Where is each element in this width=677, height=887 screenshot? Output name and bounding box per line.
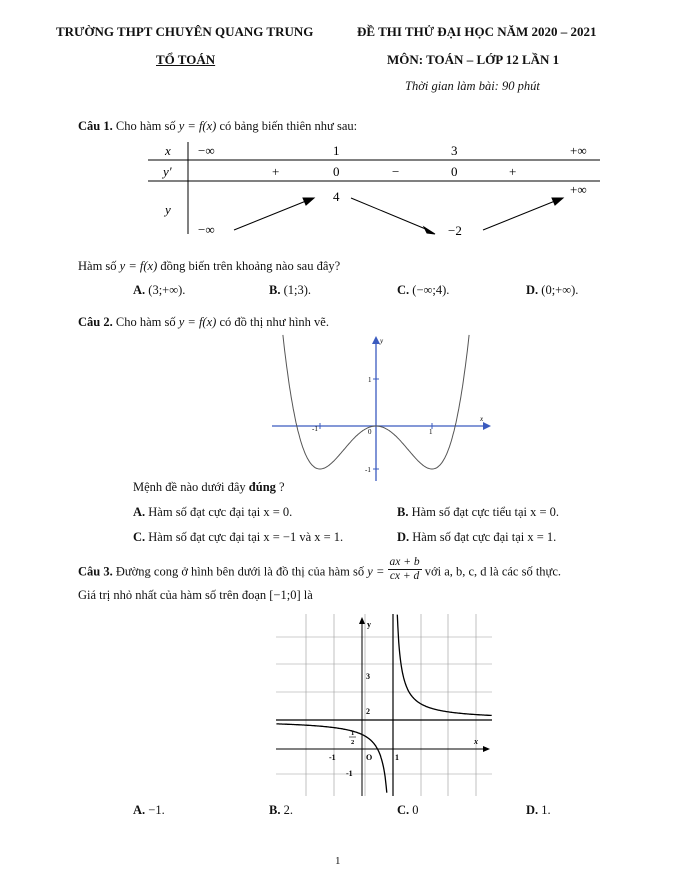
table-sign: − — [392, 164, 400, 179]
q3-option-d[interactable]: D. 1. — [526, 803, 551, 817]
exam-title: ĐỀ THI THỬ ĐẠI HỌC NĂM 2020 – 2021 — [357, 24, 597, 39]
q2-option-a[interactable]: A. Hàm số đạt cực đại tại x = 0. — [133, 505, 293, 519]
table-x-val: 1 — [333, 143, 340, 158]
q1-option-d[interactable]: D. (0;+∞). — [526, 283, 579, 297]
q2-question: Mệnh đề nào dưới đây đúng ? — [133, 480, 285, 494]
q2-tick: 1 — [429, 428, 433, 436]
q3-line2: Giá trị nhỏ nhất của hàm số trên đoạn [−1;0] là — [78, 588, 313, 602]
q1-question: Hàm số y = f(x) đồng biến trên khoảng nào sau đây? — [78, 259, 341, 273]
table-x-label: x — [165, 143, 171, 158]
q2-tick: -1 — [365, 466, 371, 474]
variation-table — [148, 138, 610, 248]
q3-option-c[interactable]: C. 0 — [397, 803, 419, 817]
q3-tick: 2 — [366, 707, 370, 716]
q2-y-label: y — [380, 337, 384, 345]
q3-tick: -1 — [346, 769, 353, 778]
q2-stem: Câu 2. Cho hàm số y = f(x) có đồ thị như hình vẽ. — [78, 315, 329, 329]
table-x-val: +∞ — [570, 143, 587, 158]
q1-option-c[interactable]: C. (−∞;4). — [397, 283, 450, 297]
q3-y-label: y — [367, 620, 371, 629]
q3-tick: -1 — [329, 753, 336, 762]
q1-option-a[interactable]: A. (3;+∞). — [133, 283, 186, 297]
q3-fraction: $\frac{ax + b}{cx + d}$ — [389, 556, 420, 582]
table-yprime-label: y′ — [163, 164, 172, 179]
table-y-val: +∞ — [570, 182, 587, 197]
q2-option-c[interactable]: C. Hàm số đạt cực đại tại x = −1 và x = 1. — [133, 530, 344, 544]
q3-tick: 1 — [395, 753, 399, 762]
q1-stem: Câu 1. Cho hàm số y = f(x) có bảng biến thiên như sau: — [78, 119, 358, 133]
table-y-label: y — [165, 202, 171, 217]
table-y-val: −∞ — [198, 222, 215, 237]
table-sign: + — [509, 164, 517, 179]
q3-curve-right — [397, 615, 491, 716]
q2-graph — [272, 333, 494, 483]
table-y-val: 4 — [333, 189, 340, 204]
q3-tick: 1 — [351, 730, 355, 737]
subject: MÔN: TOÁN – LỚP 12 LẦN 1 — [387, 52, 560, 67]
table-sign: 0 — [333, 164, 340, 179]
q3-x-label: x — [474, 737, 478, 746]
q3-graph — [276, 614, 492, 796]
department: TỔ TOÁN — [156, 52, 216, 67]
q2-tick: 0 — [368, 428, 372, 436]
school-name: TRƯỜNG THPT CHUYÊN QUANG TRUNG — [56, 24, 314, 39]
q2-tick: 1 — [368, 376, 372, 384]
page-number: 1 — [335, 855, 341, 867]
q2-option-d[interactable]: D. Hàm số đạt cực đại tại x = 1. — [397, 530, 557, 544]
q2-option-b[interactable]: B. Hàm số đạt cực tiểu tại x = 0. — [397, 505, 560, 519]
table-x-val: 3 — [451, 143, 458, 158]
q3-option-a[interactable]: A. −1. — [133, 803, 165, 817]
q2-tick: -1 — [312, 425, 318, 433]
q1-option-b[interactable]: B. (1;3). — [269, 283, 312, 297]
q3-tick: O — [366, 753, 373, 762]
q3-option-b[interactable]: B. 2. — [269, 803, 293, 817]
table-y-val: −2 — [448, 223, 462, 238]
q3-stem: Câu 3. Đường cong ở hình bên dưới là đồ thị của hàm số y = $\frac{ax + b}{cx + d}$ với a, b, c, d là các số thực. — [78, 556, 562, 582]
table-x-val: −∞ — [198, 143, 215, 158]
q3-tick: 2 — [351, 739, 355, 746]
duration: Thời gian làm bài: 90 phút — [405, 79, 540, 93]
table-sign: 0 — [451, 164, 458, 179]
q2-x-label: x — [480, 415, 484, 423]
table-sign: + — [272, 164, 280, 179]
q3-tick: 3 — [366, 672, 370, 681]
